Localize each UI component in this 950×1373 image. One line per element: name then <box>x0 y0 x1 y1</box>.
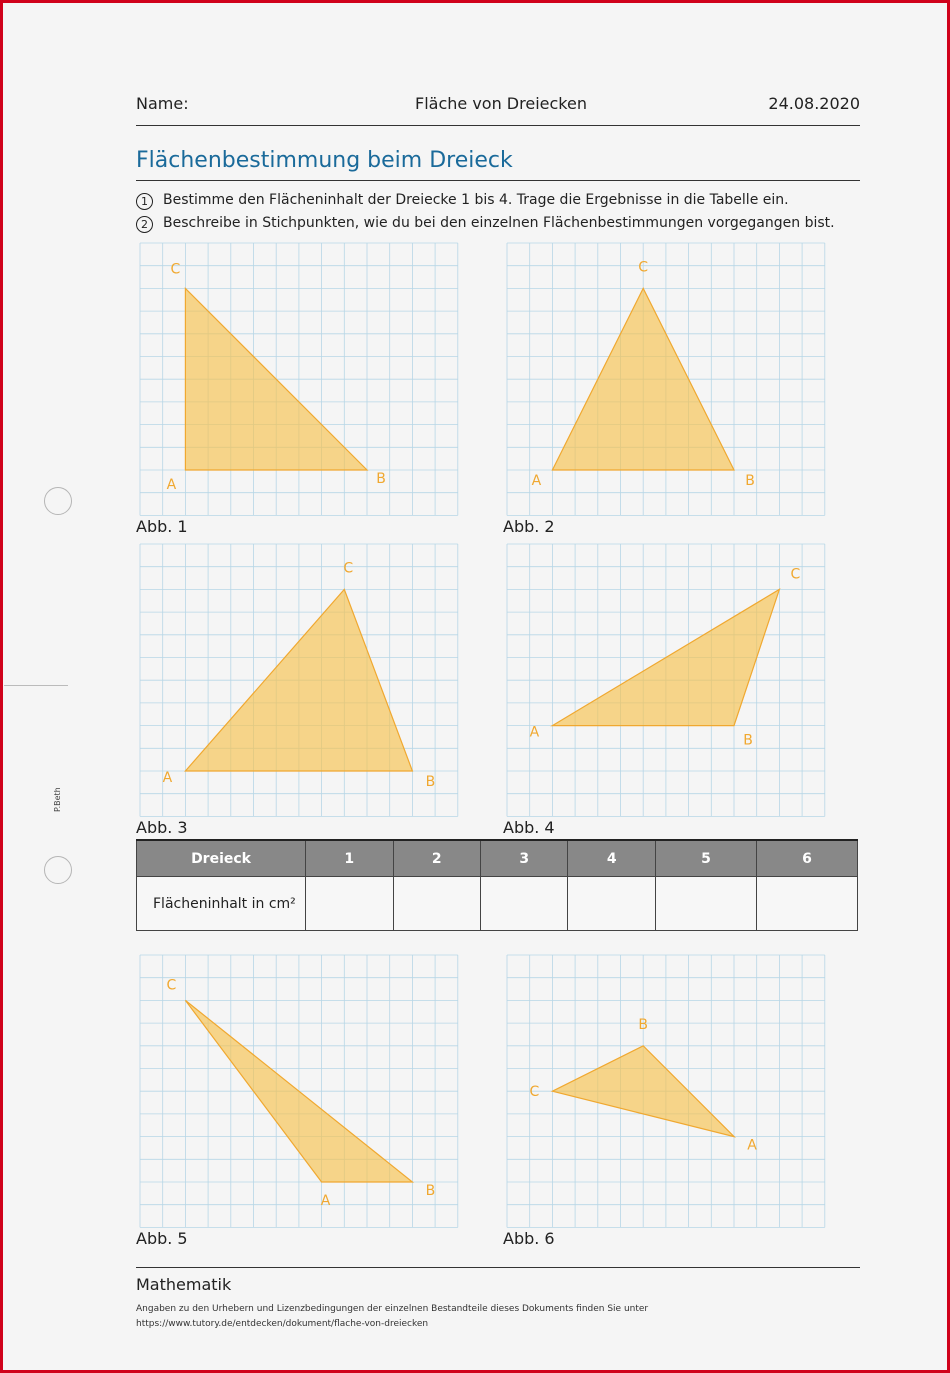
figure-caption: Abb. 3 <box>136 818 188 837</box>
task-2 <box>136 215 835 233</box>
author-label: P.Beth <box>53 787 62 812</box>
vertex-label-c: C <box>638 259 649 276</box>
title-rule <box>136 180 860 181</box>
page-title: Flächenbestimmung beim Dreieck <box>136 148 513 173</box>
vertex-label-c: C <box>529 1084 540 1101</box>
vertex-label-b: B <box>376 471 386 487</box>
triangle-figure-2 <box>507 243 825 515</box>
table-header-cell: 1 <box>306 840 393 877</box>
figure-caption: Abb. 5 <box>136 1229 188 1248</box>
footer-rule <box>136 1267 860 1268</box>
figure-caption: Abb. 4 <box>503 818 555 837</box>
table-header-row <box>137 840 858 877</box>
vertex-label-c: C <box>343 560 354 577</box>
table-row <box>137 877 858 931</box>
table-header-cell: 2 <box>393 840 480 877</box>
task-number: 2 <box>136 216 153 233</box>
vertex-label-c: C <box>170 261 181 278</box>
answer-cell-3[interactable] <box>481 877 568 931</box>
fold-mark <box>4 685 68 686</box>
triangle-figure-5 <box>140 955 458 1227</box>
vertex-label-b: B <box>425 774 436 790</box>
answer-cell-2[interactable] <box>393 877 480 931</box>
answer-cell-6[interactable] <box>756 877 857 931</box>
header-rule <box>136 125 860 126</box>
figure-caption: Abb. 2 <box>503 517 555 536</box>
vertex-label-a: A <box>747 1137 757 1154</box>
answer-cell-4[interactable] <box>568 877 655 931</box>
vertex-label-b: B <box>743 732 753 749</box>
figure-caption: Abb. 1 <box>136 517 188 536</box>
footer-license-text: Angaben zu den Urhebern und Lizenzbedingungen der einzelnen Bestandteile dieses Dokuments finden Sie unter <box>136 1304 649 1314</box>
name-label: Name: <box>136 94 189 113</box>
area-table <box>136 839 858 931</box>
table-header-label: Dreieck <box>137 840 306 877</box>
vertex-label-a: A <box>320 1193 331 1209</box>
figure-caption: Abb. 6 <box>503 1229 555 1248</box>
table-header-cell: 6 <box>756 840 857 877</box>
table-header-cell: 3 <box>481 840 568 877</box>
vertex-label-a: A <box>529 724 540 741</box>
vertex-label-c: C <box>166 977 177 994</box>
vertex-label-a: A <box>531 473 542 489</box>
task-1 <box>136 192 789 210</box>
vertex-label-b: B <box>745 473 755 489</box>
triangle-figure-1 <box>140 243 458 515</box>
answer-cell-1[interactable] <box>306 877 393 931</box>
footer-link[interactable]: https://www.tutory.de/entdecken/dokument/flache-von-dreiecken <box>136 1319 429 1329</box>
vertex-label-c: C <box>790 566 801 583</box>
triangle-figure-3 <box>140 544 458 816</box>
table-row-label: Flächeninhalt in cm² <box>137 877 306 931</box>
punch-hole <box>44 856 72 884</box>
task-number: 1 <box>136 193 153 210</box>
table-header-cell: 4 <box>568 840 655 877</box>
task-text: Beschreibe in Stichpunkten, wie du bei den einzelnen Flächenbestimmungen vorgegangen bist. <box>163 215 835 231</box>
vertex-label-b: B <box>425 1183 436 1199</box>
worksheet-topic: Fläche von Dreiecken <box>415 94 587 113</box>
vertex-label-a: A <box>166 477 177 493</box>
triangle-figure-6 <box>507 955 825 1227</box>
punch-hole <box>44 487 72 515</box>
vertex-label-b: B <box>638 1016 649 1033</box>
footer-subject: Mathematik <box>136 1275 232 1294</box>
vertex-label-a: A <box>162 770 173 786</box>
worksheet-date: 24.08.2020 <box>768 94 860 113</box>
answer-cell-5[interactable] <box>655 877 756 931</box>
triangle-figure-4 <box>507 544 825 816</box>
table-header-cell: 5 <box>655 840 756 877</box>
task-text: Bestimme den Flächeninhalt der Dreiecke 1 bis 4. Trage die Ergebnisse in die Tabelle ein. <box>163 192 789 208</box>
